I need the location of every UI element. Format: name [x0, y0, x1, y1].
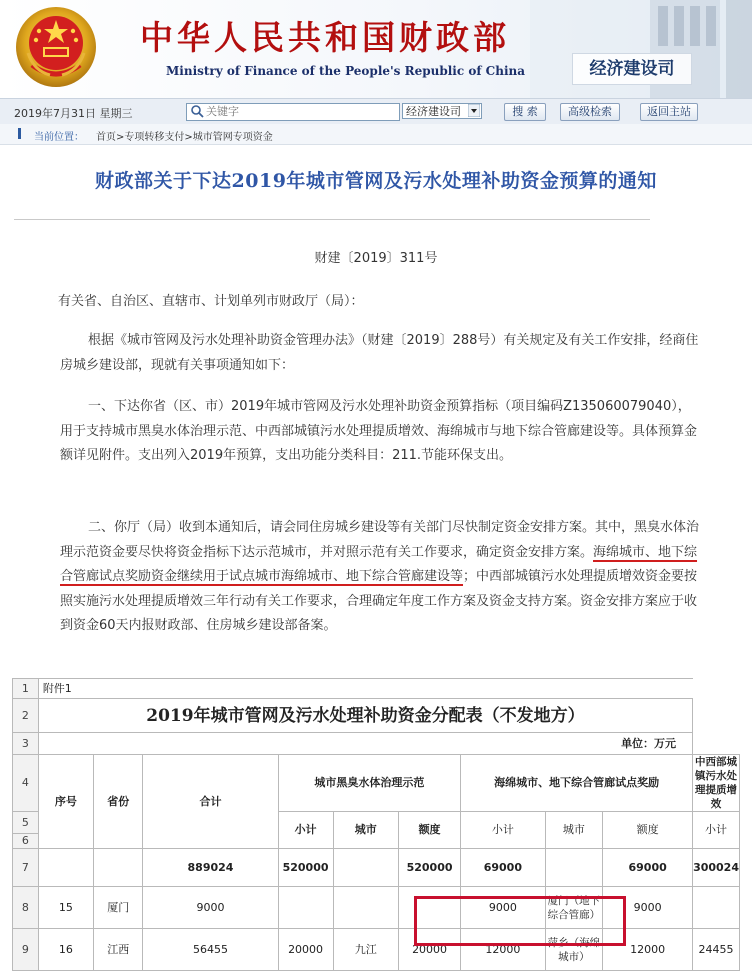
row-number: 7 [13, 849, 39, 887]
row-number: 1 [13, 679, 39, 699]
search-input[interactable] [206, 103, 396, 119]
breadcrumb[interactable]: 首页>专项转移支付>城市管网专项资金 [96, 132, 273, 143]
department-select[interactable]: 经济建设司 [402, 103, 482, 119]
notice-paragraph-2: 一、下达你省（区、市）2019年城市管网及污水处理补助资金预算指标（项目编码Z135060079040），用于支持城市黑臭水体治理示范、中西部城镇污水处理提质增效、海绵城市与地下综合管廊建设等。具体预算金额详见附件。支出列入2019年预算，支出功能分类科目：211.节能环保支出。 [60, 399, 698, 463]
header-bo-amount: 额度 [399, 812, 461, 849]
paragraph-3-text-end: ；中西部城镇污水处理提质增效资金要按照实施污水处理提质增效三年行动有关工作要求，合理确定年度工作方案及资金支持方案。资金安排方案应于收到资金60天内报财政部、住房城乡建设部备案。 [60, 569, 698, 633]
highlight-box [414, 896, 626, 946]
underlined-emphasis: 海绵城市、地下综合管廊试点奖励资金继续用于试点城市海绵城市、地下综合管廊建设等 [60, 544, 698, 584]
cell-bo-subtotal: 20000 [278, 929, 333, 971]
cell-sp-subtotal: 12000 [461, 929, 545, 971]
cell-seq: 15 [38, 887, 93, 929]
row-number: 9 [13, 929, 39, 971]
cell-total: 9000 [143, 887, 278, 929]
cell-province: 江西 [94, 929, 143, 971]
cell-bo-city: 九江 [333, 929, 398, 971]
annex-title: 2019年城市管网及污水处理补助资金分配表（不发地方） [38, 699, 692, 733]
totals-bo-city [333, 849, 398, 887]
row-number: 2 [13, 699, 39, 733]
cell-sp-city: 萍乡（海绵城市） [545, 929, 603, 971]
site-subtitle: Ministry of Finance of the People's Republic of China [166, 64, 526, 78]
totals-mw-subtotal: 300024 [693, 849, 740, 887]
cell-sp-subtotal: 9000 [461, 887, 545, 929]
return-home-button[interactable]: 返回主站 [640, 103, 698, 121]
header-bo-subtotal: 小计 [278, 812, 333, 849]
paragraph-3-text: 二、你厅（局）收到本通知后，请会同住房城乡建设等有关部门尽快制定资金安排方案。其中，黑臭水体治理示范资金要尽快将资金指标下达示范城市，并对照示范有关工作要求，确定资金安排方案。 [60, 520, 700, 560]
allocation-table [12, 678, 740, 971]
cell-sp-city: 厦门（地下综合管廊） [545, 887, 603, 929]
header-seq: 序号 [38, 755, 93, 849]
totals-sp-amount: 69000 [603, 849, 693, 887]
totals-sp-subtotal: 69000 [461, 849, 545, 887]
cell-bo-subtotal [278, 887, 333, 929]
totals-bo-amount: 520000 [399, 849, 461, 887]
cell-sp-amount: 12000 [603, 929, 693, 971]
chevron-down-icon[interactable] [468, 104, 480, 117]
addressee: 有关省、自治区、直辖市、计划单列市财政厅（局）： [58, 294, 364, 309]
header-total: 合计 [143, 755, 278, 849]
totals-seq [38, 849, 93, 887]
breadcrumb-label: 当前位置： [34, 132, 84, 143]
row-number: 5 [13, 812, 39, 834]
title-divider [14, 219, 650, 220]
totals-province [94, 849, 143, 887]
current-date: 2019年7月31日 星期三 [14, 107, 133, 120]
row-number: 4 [13, 755, 39, 812]
department-name: 经济建设司 [572, 53, 692, 85]
cell-sp-amount: 9000 [603, 887, 693, 929]
cell-bo-city [333, 887, 398, 929]
totals-total: 889024 [143, 849, 278, 887]
header-group-black-odor: 城市黑臭水体治理示范 [278, 755, 461, 812]
header-sp-city: 城市 [545, 812, 603, 849]
header-sp-subtotal: 小计 [461, 812, 545, 849]
cell-mw-subtotal [693, 887, 740, 929]
national-emblem-icon [14, 5, 98, 89]
cell-province: 厦门 [94, 887, 143, 929]
totals-sp-city [545, 849, 603, 887]
search-button[interactable]: 搜 索 [504, 103, 546, 121]
cell-seq: 16 [38, 929, 93, 971]
search-icon [190, 104, 204, 118]
header-province: 省份 [94, 755, 143, 849]
header-group-sponge: 海绵城市、地下综合管廊试点奖励 [461, 755, 693, 812]
cell-total: 56455 [143, 929, 278, 971]
site-title: 中华人民共和国财政部 [140, 18, 510, 57]
empty-cell [94, 679, 693, 699]
row-number: 8 [13, 887, 39, 929]
annex-label: 附件1 [38, 679, 93, 699]
document-number: 财建〔2019〕311号 [314, 251, 438, 266]
notice-title: 财政部关于下达2019年城市管网及污水处理补助资金预算的通知 [95, 170, 657, 192]
table-row [13, 929, 740, 971]
cell-bo-amount: 20000 [399, 929, 461, 971]
row-number: 3 [13, 733, 39, 755]
totals-bo-subtotal: 520000 [278, 849, 333, 887]
row-number: 6 [13, 834, 39, 849]
unit-label: 单位：万元 [38, 733, 692, 755]
annex-spreadsheet [12, 678, 740, 963]
header-sp-amount: 额度 [603, 812, 693, 849]
header-group-midwest: 中西部城镇污水处理提质增效 [693, 755, 740, 812]
table-row [13, 887, 740, 929]
cell-mw-subtotal: 24455 [693, 929, 740, 971]
location-marker-icon [18, 128, 21, 139]
notice-paragraph-1: 根据《城市管网及污水处理补助资金管理办法》（财建〔2019〕288号）有关规定及有关工作安排，经商住房城乡建设部，现就有关事项通知如下： [60, 333, 699, 373]
header-bo-city: 城市 [333, 812, 398, 849]
notice-paragraph-3 [60, 516, 700, 639]
advanced-search-button[interactable]: 高级检索 [560, 103, 620, 121]
header-mw-subtotal: 小计 [693, 812, 740, 849]
